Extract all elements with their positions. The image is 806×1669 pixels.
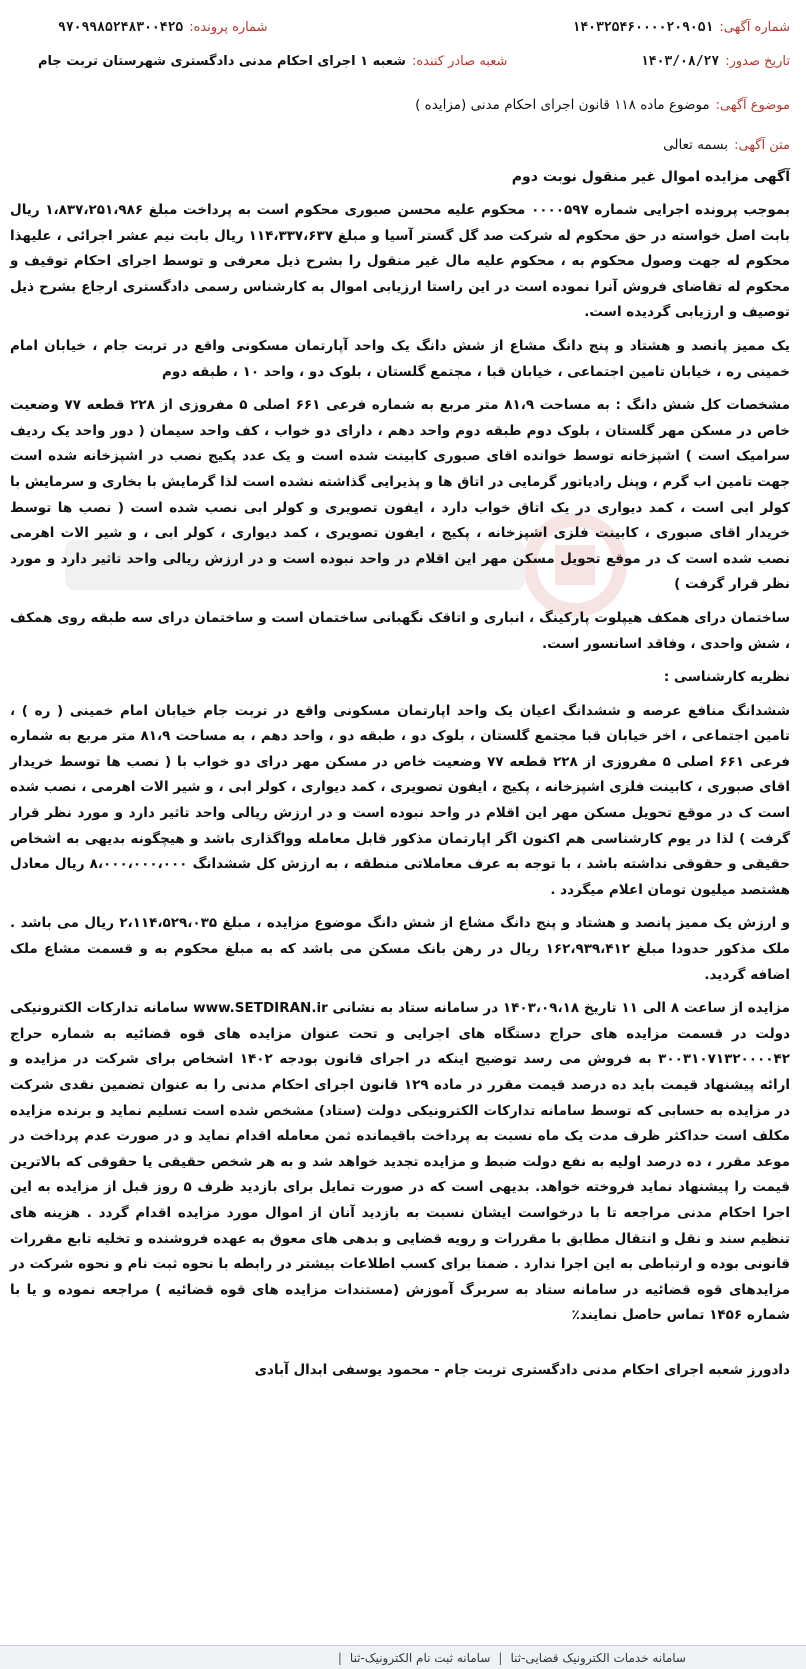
footer-bar (0, 1645, 806, 1669)
subject-label: موضوع آگهی: (715, 97, 790, 113)
footer-separator: | (498, 1650, 503, 1665)
issuer-label: شعبه صادر کننده: (411, 53, 508, 69)
header-row-1 (10, 10, 790, 44)
notice-number-field (573, 20, 791, 35)
paragraph-property: یک ممیز پانصد و هشتاد و پنج دانگ مشاع از شش دانگ یک واحد آپارتمان مسکونی واقع در تربت جام ، خیابان امام خمینی ره ، خیابان تامین اجتماعی ، خیابان قبا ، مجتمع گلستان ، بلوک دو ، واحد ۱۰ ، طبقه دوم (10, 337, 790, 380)
text-label: متن آگهی: (734, 137, 790, 153)
footer-link-sana-registration[interactable]: سامانه ثبت نام الکترونیک-ثنا (349, 1650, 491, 1665)
case-number-field (58, 20, 268, 35)
footer-link-sana-services[interactable]: سامانه خدمات الکترونیک قضایی-ثنا (510, 1650, 686, 1665)
basmala: بسمه تعالی (663, 137, 729, 153)
issue-date-label: تاریخ صدور: (725, 53, 790, 69)
footer-separator-end: | (337, 1650, 342, 1665)
text-heading-field (10, 132, 790, 158)
paragraph-auction-terms: مزایده از ساعت ۸ الی ۱۱ تاریخ ۱۴۰۳،۰۹،۱۸ در سامانه ستاد به نشانی www.SETDIRAN.ir سامانه تدارکات الکترونیکی دولت در قسمت مزایده های حراج دستگاه های اجرایی و تحت عنوان مزایده های قوه قضائیه به شماره حراج ۳۰۰۳۱۰۷۱۳۲۰۰۰۰۴۲ به فروش می رسد توضیح اینکه در اجرای قانون بودجه ۱۴۰۲ اشخاص برای شرکت در مزایده و ارائه پیشنهاد قیمت باید ده درصد قیمت مقرر در ماده ۱۲۹ قانون اجرای احکام مدنی را به عنوان تضمین نقدی شرکت در مزایده به حسابی که توسط سامانه تدارکات الکترونیکی دولت (ستاد) مشخص شده است تسلیم نماید و برنده مزایده مکلف است حداکثر ظرف مدت یک ماه نسبت به پرداخت باقیمانده ثمن معامله اقدام نماید و در صورت عدم پرداخت در موعد مقرر ، ده درصد اولیه به نفع دولت ضبط و مزایده تجدید خواهد شد و به هر شخص حقیقی یا حقوقی که بالاترین قیمت را پیشنهاد نماید فروخته خواهد. بدیهی است که در صورت تمایل برای بازدید ظرف ۵ روز قبل از مزایده به این اجرا احکام مدنی مراجعه تا با درخواست ایشان نسبت به بازدید آنان از اموال مورد مزایده اقدام گردد . هزینه های تنظیم سند و نقل و انتقال مطابق با مقررات و رویه قضایی و بدهی های معوق به عهده فروشنده و تخلیه تابع مقررات قانونی بوده و ارتباطی به این اجرا ندارد . ضمنا برای کسب اطلاعات بیشتر در رابطه با نحوه ثبت نام و نحوه شرکت در مزایدهای قوه قضائیه در سامانه ستاد به سربرگ آموزش (مستندات مزایده های قوه قضائیه ) مراجعه نموده و یا با شماره ۱۴۵۶ تماس حاصل نمایند٪ (10, 1000, 791, 1324)
paragraph-judgment: بموجب پرونده اجرایی شماره ۰۰۰۰۵۹۷ محکوم علیه محسن صبوری محکوم است به پرداخت مبلغ ۱،۸۳۷،۲۵۱،۹۸۶ ریال بابت اصل خواسته در حق محکوم له شرکت صد گل گستر آسیا و مبلغ ۱۱۴،۳۳۷،۶۳۷ ریال بابت نیم عشر اجرائی ، علیهذا محکوم له جهت وصول محکوم به ، محکوم علیه مال غیر منقول را بشرح ذیل معرفی و توسط اجرای احکام توقیف و محکوم له تقاضای فروش آنرا نموده است در این راستا ارزیابی اموال به کارشناس رسمی دادگستری ارجاع بشرح ذیل توصیف و ارزیابی گردیده است. (10, 202, 790, 321)
header-row-2 (10, 44, 790, 78)
case-number-label: شماره پرونده: (189, 19, 268, 35)
issuer-value: شعبه ۱ اجرای احکام مدنی دادگستری شهرستان تربت جام (38, 53, 406, 69)
paragraph-specs: مشخصات کل شش دانگ : به مساحت ۸۱،۹ متر مربع به شماره فرعی ۶۶۱ اصلی ۵ مفروزی از ۲۲۸ قطعه ۷۷ وضعیت خاص در مسکن مهر گلستان ، بلوک دوم طبقه دوم واحد دهم ، دارای دو خواب ، کف واحد سیمان ( دور واحد یک ردیف سرامیک است ) اشپزخانه توسط خوانده اقای صبوری کابینت شده است و یک عدد پکیج نصب در اشپزخانه شده است جهت تامین اب گرم ، وپنل رادیاتور گرمایی در اتاق ها و پذیرایی گذاشته نشده است لذا گرمایش با بخاری و سرمایش با کولر ابی است ، کمد دیواری در یک اتاق خواب دارد ، ایفون تصویری و کولر ابی نصب شده است ( نصب ها توسط خریدار اقای صبوری ، کابینت فلزی اشپزخانه ، پکیج ، ایفون تصویری ، کمد دیواری ، کولر ابی ، و شیر الات اهرمی نصب شده است ک در موقع تحویل مسکن مهر این اقلام در واحد نبوده است و در ارزش ریالی واحد تاثیر دارد و مورد نظر قرار گرفت ) (10, 397, 791, 593)
subject-field (10, 92, 790, 118)
notice-content (10, 10, 790, 1383)
notice-number-label: شماره آگهی: (719, 19, 790, 35)
issuer-field (38, 54, 507, 69)
signature: دادورز شعبه اجرای احکام مدنی دادگستری تربت جام - محمود یوسفی ابدال آبادی (254, 1361, 790, 1378)
notice-title: آگهی مزایده اموال غیر منقول نوبت دوم (511, 169, 790, 185)
paragraph-building: ساختمان درای همکف هیپلوت پارکینگ ، انباری و اتاقک نگهبانی ساختمان است و ساختمان درای سه طبقه روی همکف ، شش واحدی ، وفاقد اسانسور است. (10, 609, 790, 652)
expert-opinion-heading: نظریه کارشناسی : (663, 669, 790, 686)
subject-value: موضوع ماده ۱۱۸ قانون اجرای احکام مدنی (مزایده ) (415, 97, 710, 113)
paragraph-valuation: و ارزش یک ممیز پانصد و هشتاد و پنج دانگ مشاع از شش دانگ موضوع مزایده ، مبلغ ۲،۱۱۴،۵۲۹،۰۳۵ ریال می باشد . ملک مذکور حدودا مبلغ ۱۶۲،۹۳۹،۴۱۲ ریال در رهن بانک مسکن می باشد که به مبلغ محکوم به و قسمت مشاع ملک اضافه گردید. (10, 915, 790, 983)
paragraph-expert-opinion: ششدانگ منافع عرصه و ششدانگ اعیان یک واحد اپارتمان مسکونی واقع در تربت جام خیابان امام خمینی ( ره ) ، تامین اجتماعی ، اخر خیابان قبا مجتمع گلستان ، بلوک دو ، طبقه دو ، واحد دهم ، به مساحت ۸۱،۹ متر مربع به شماره فرعی ۶۶۱ اصلی ۵ مفروزی از ۲۲۸ قطعه ۷۷ وضعیت خاص در مسکن مهر درای دو خواب با ( نصب ها توسط خریدار اقای صبوری ، کابینت فلزی اشپزخانه ، پکیج ، ایفون تصویری ، کمد دیواری ، کولر ابی ، و شیر الات اهرمی ، نصب شده است ک در موقع تحویل مسکن مهر این اقلام در واحد نبوده است و در ارزش ریالی واحد تاثیر دارد و مورد نظر قرار گرفت ) لذا در یوم کارشناسی هم اکنون اگر اپارتمان مذکور قابل معامله وواگذاری باشد و هیچگونه بدیهی به اشخاص حقیقی و حقوقی نداشته باشد ، با توجه به عرف معاملاتی منطقه ، به ارزش کل ششدانگ ۸،۰۰۰،۰۰۰،۰۰۰ ریال معادل هشتصد میلیون تومان اعلام میگردد . (10, 702, 790, 898)
case-number-value: ۹۷۰۹۹۸۵۲۴۸۳۰۰۴۲۵ (58, 19, 184, 35)
issue-date-field (641, 54, 790, 69)
issue-date-value: ۱۴۰۳/۰۸/۲۷ (640, 53, 720, 69)
notice-number-value: ۱۴۰۳۲۵۴۶۰۰۰۰۲۰۹۰۵۱ (572, 19, 714, 35)
